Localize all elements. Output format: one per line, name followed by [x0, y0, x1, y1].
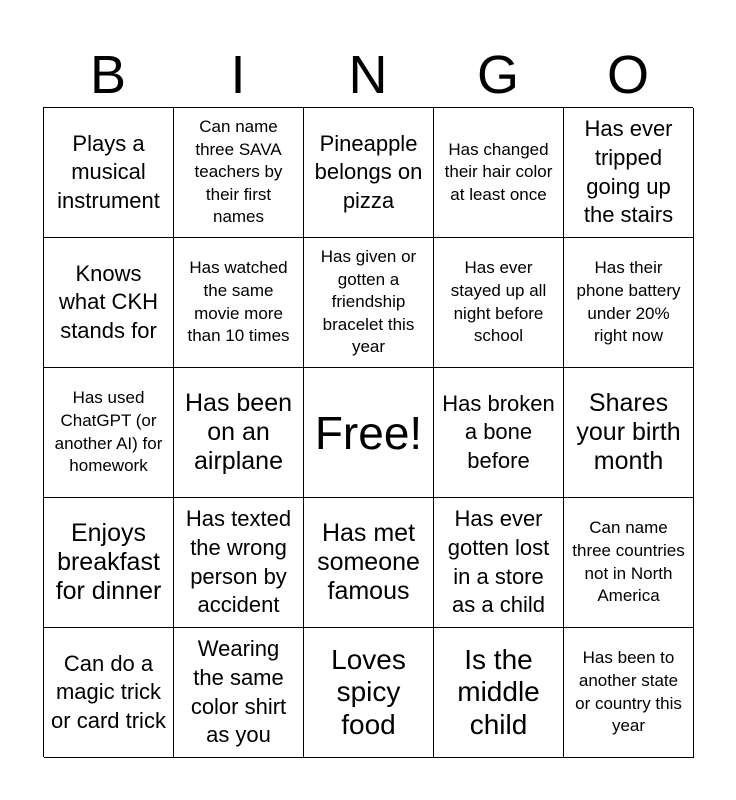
bingo-cell[interactable]: Enjoys breakfast for dinner — [44, 498, 174, 628]
header-letter-i: I — [230, 45, 246, 105]
bingo-cell[interactable]: Has been on an airplane — [174, 368, 304, 498]
bingo-cell[interactable]: Can name three SAVA teachers by their first names — [174, 108, 304, 238]
bingo-cell[interactable]: Pineapple belongs on pizza — [304, 108, 434, 238]
bingo-cell[interactable]: Has been to another state or country this year — [564, 628, 694, 758]
header-letter-n: N — [348, 45, 388, 105]
bingo-cell[interactable]: Plays a musical instrument — [44, 108, 174, 238]
bingo-cell[interactable]: Shares your birth month — [564, 368, 694, 498]
bingo-cell[interactable]: Has texted the wrong person by accident — [174, 498, 304, 628]
bingo-grid — [43, 107, 693, 757]
bingo-cell[interactable]: Has given or gotten a friendship bracelet this year — [304, 238, 434, 368]
bingo-cell[interactable]: Has changed their hair color at least once — [434, 108, 564, 238]
bingo-cell[interactable]: Can do a magic trick or card trick — [44, 628, 174, 758]
bingo-cell[interactable]: Has ever gotten lost in a store as a child — [434, 498, 564, 628]
bingo-cell[interactable]: Has ever stayed up all night before school — [434, 238, 564, 368]
bingo-cell[interactable]: Is the middle child — [434, 628, 564, 758]
free-space[interactable]: Free! — [304, 368, 434, 498]
bingo-cell[interactable]: Has met someone famous — [304, 498, 434, 628]
bingo-cell[interactable]: Loves spicy food — [304, 628, 434, 758]
bingo-cell[interactable]: Has ever tripped going up the stairs — [564, 108, 694, 238]
bingo-cell[interactable]: Has used ChatGPT (or another AI) for homework — [44, 368, 174, 498]
bingo-cell[interactable]: Has broken a bone before — [434, 368, 564, 498]
header-letter-o: O — [606, 45, 649, 105]
bingo-cell[interactable]: Can name three countries not in North America — [564, 498, 694, 628]
header-letter-g: G — [476, 45, 519, 105]
bingo-cell[interactable]: Knows what CKH stands for — [44, 238, 174, 368]
bingo-header — [43, 42, 693, 108]
bingo-cell[interactable]: Wearing the same color shirt as you — [174, 628, 304, 758]
bingo-cell[interactable]: Has their phone battery under 20% right now — [564, 238, 694, 368]
bingo-cell[interactable]: Has watched the same movie more than 10 times — [174, 238, 304, 368]
header-letter-b: B — [89, 45, 127, 105]
